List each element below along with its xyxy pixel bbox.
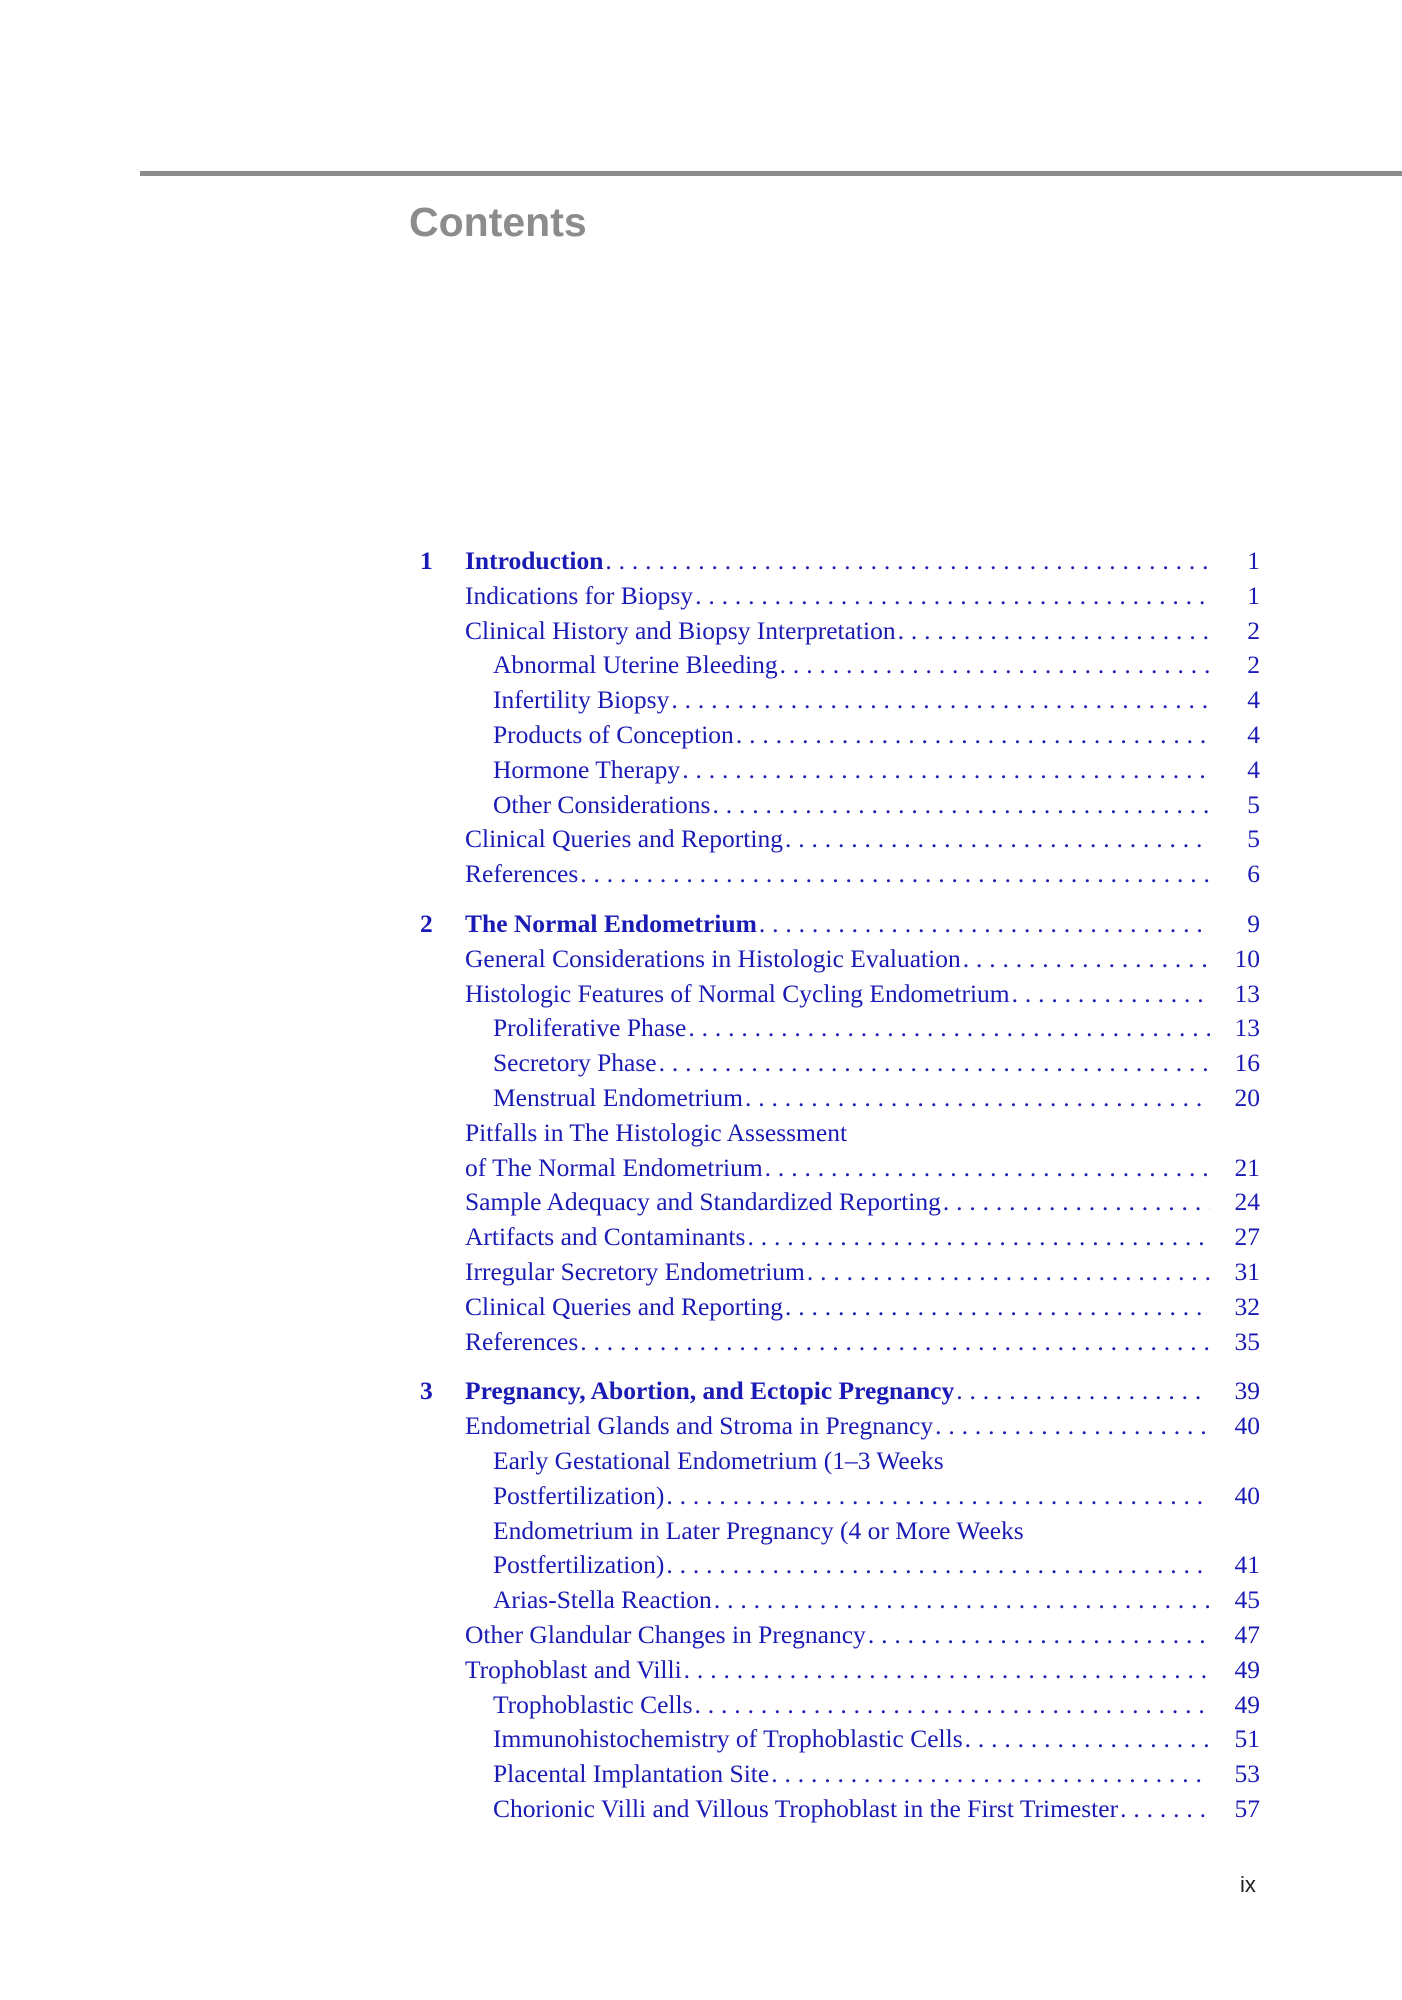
toc-entry-label: Postfertilization) <box>493 1550 665 1580</box>
dot-leader <box>682 753 1210 788</box>
toc-entry-label: Arias-Stella Reaction <box>493 1585 712 1615</box>
toc-page-number: 5 <box>1247 789 1260 819</box>
toc-page-number: 9 <box>1247 908 1260 938</box>
dot-leader <box>785 1290 1210 1325</box>
toc-entry-label: Clinical History and Biopsy Interpretation <box>465 615 896 645</box>
toc-entry-label: Clinical Queries and Reporting <box>465 824 783 854</box>
toc-section-entry[interactable] <box>420 942 1260 977</box>
toc-subsection-entry[interactable] <box>420 1046 1260 1081</box>
dot-leader <box>1012 977 1210 1012</box>
toc-page-number: 4 <box>1247 685 1260 715</box>
toc-page-number: 16 <box>1234 1048 1260 1078</box>
toc-entry-label: Chorionic Villi and Villous Trophoblast in the First Trimester <box>493 1793 1119 1823</box>
toc-subsection-entry[interactable] <box>420 1444 1260 1479</box>
toc-entry-label: Clinical Queries and Reporting <box>465 1291 783 1321</box>
toc-section-entry[interactable] <box>420 857 1260 892</box>
toc-subsection-entry[interactable] <box>420 1548 1260 1583</box>
toc-page-number: 2 <box>1247 650 1260 680</box>
toc-subsection-entry[interactable] <box>420 1514 1260 1549</box>
toc-subsection-entry[interactable] <box>420 1081 1260 1116</box>
toc-page-number: 21 <box>1234 1152 1260 1182</box>
toc-page-number: 13 <box>1234 1013 1260 1043</box>
dot-leader <box>780 648 1210 683</box>
toc-page-number: 5 <box>1247 824 1260 854</box>
dot-leader <box>605 544 1210 579</box>
toc-entry-label: Infertility Biopsy <box>493 685 670 715</box>
toc-section-entry[interactable] <box>420 1116 1260 1151</box>
toc-section-entry[interactable] <box>420 977 1260 1012</box>
dot-leader <box>935 1409 1210 1444</box>
page-title: Contents <box>409 199 587 245</box>
toc-subsection-entry[interactable] <box>420 683 1260 718</box>
toc-entry-label: Trophoblast and Villi <box>465 1654 682 1684</box>
toc-page-number: 39 <box>1234 1376 1260 1406</box>
toc-subsection-entry[interactable] <box>420 1757 1260 1792</box>
toc-subsection-entry[interactable] <box>420 1722 1260 1757</box>
toc-subsection-entry[interactable] <box>420 788 1260 823</box>
toc-entry-label: Histologic Features of Normal Cycling Endometrium <box>465 978 1010 1008</box>
dot-leader <box>695 579 1210 614</box>
toc-page-number: 45 <box>1234 1585 1260 1615</box>
toc-page-number: 47 <box>1234 1619 1260 1649</box>
toc-entry-label: Secretory Phase <box>493 1048 657 1078</box>
toc-entry-label: of The Normal Endometrium <box>465 1152 763 1182</box>
toc-entry-label: Irregular Secretory Endometrium <box>465 1256 805 1286</box>
toc-page-number: 31 <box>1234 1256 1260 1286</box>
toc-section-entry[interactable] <box>420 1325 1260 1360</box>
chapter-number: 3 <box>420 1376 433 1406</box>
toc-page-number: 27 <box>1234 1222 1260 1252</box>
dot-leader <box>684 1653 1210 1688</box>
dot-leader <box>580 857 1210 892</box>
toc-entry-label: Placental Implantation Site <box>493 1759 770 1789</box>
dot-leader <box>965 1722 1210 1757</box>
toc-entry-label: General Considerations in Histologic Evaluation <box>465 943 961 973</box>
toc-chapter-title[interactable] <box>420 1374 1260 1409</box>
dot-leader <box>759 907 1210 942</box>
toc-section-entry[interactable] <box>420 579 1260 614</box>
toc-entry-label: Sample Adequacy and Standardized Reporting <box>465 1187 941 1217</box>
toc-entry-label: Hormone Therapy <box>493 754 681 784</box>
toc-page-number: 10 <box>1234 943 1260 973</box>
toc-entry-label: Trophoblastic Cells <box>493 1689 693 1719</box>
toc-page-number: 57 <box>1234 1793 1260 1823</box>
toc-entry-label: Endometrial Glands and Stroma in Pregnancy <box>465 1411 934 1441</box>
dot-leader <box>943 1185 1210 1220</box>
toc-entry-label: The Normal Endometrium <box>465 908 757 938</box>
toc-entry-label: Early Gestational Endometrium (1–3 Weeks <box>493 1445 944 1475</box>
chapter-number: 1 <box>420 546 433 575</box>
dot-leader <box>771 1757 1210 1792</box>
toc-entry-label: Proliferative Phase <box>493 1013 687 1043</box>
top-rule <box>140 171 1402 176</box>
toc-page-number: 4 <box>1247 719 1260 749</box>
dot-leader <box>714 1583 1210 1618</box>
toc-page-number: 35 <box>1234 1326 1260 1356</box>
toc-subsection-entry[interactable] <box>420 1688 1260 1723</box>
toc-entry-label: Artifacts and Contaminants <box>465 1222 746 1252</box>
dot-leader <box>695 1688 1210 1723</box>
dot-leader <box>659 1046 1210 1081</box>
toc-page-number: 40 <box>1234 1480 1260 1510</box>
dot-leader <box>807 1255 1210 1290</box>
toc-page-number: 32 <box>1234 1291 1260 1321</box>
toc-entry-label: Products of Conception <box>493 719 734 749</box>
toc-section-entry[interactable] <box>420 1290 1260 1325</box>
toc-page-number: 4 <box>1247 754 1260 784</box>
chapter-number: 2 <box>420 908 433 938</box>
toc-page-number: 24 <box>1234 1187 1260 1217</box>
dot-leader <box>688 1011 1210 1046</box>
toc-section-entry[interactable] <box>420 1220 1260 1255</box>
toc-subsection-entry[interactable] <box>420 753 1260 788</box>
toc-subsection-entry[interactable] <box>420 648 1260 683</box>
toc-entry-label: References <box>465 859 579 889</box>
toc-subsection-entry[interactable] <box>420 1583 1260 1618</box>
toc-page-number: 40 <box>1234 1411 1260 1441</box>
toc-section-entry[interactable] <box>420 1151 1260 1186</box>
dot-leader <box>671 683 1210 718</box>
toc-subsection-entry[interactable] <box>420 718 1260 753</box>
toc-chapter-title[interactable] <box>420 907 1260 942</box>
toc-chapter-title[interactable] <box>420 544 1260 579</box>
toc-entry-label: Abnormal Uterine Bleeding <box>493 650 778 680</box>
dot-leader <box>868 1618 1210 1653</box>
toc-entry-label: References <box>465 1326 579 1356</box>
toc-subsection-entry[interactable] <box>420 1479 1260 1514</box>
toc-entry-label: Other Glandular Changes in Pregnancy <box>465 1619 866 1649</box>
dot-leader <box>712 788 1210 823</box>
toc-entry-label: Indications for Biopsy <box>465 580 694 610</box>
toc-chapter <box>420 1374 1260 1826</box>
toc-section-entry[interactable] <box>420 614 1260 649</box>
dot-leader <box>666 1479 1210 1514</box>
toc-entry-label: Other Considerations <box>493 789 711 819</box>
dot-leader <box>956 1374 1210 1409</box>
toc-page-number: 49 <box>1234 1654 1260 1684</box>
toc-entry-label: Pitfalls in The Histologic Assessment <box>465 1117 848 1147</box>
toc-section-entry[interactable] <box>420 1618 1260 1653</box>
toc-subsection-entry[interactable] <box>420 1792 1260 1827</box>
toc-page-number: 49 <box>1234 1689 1260 1719</box>
dot-leader <box>898 614 1210 649</box>
toc-page-number: 1 <box>1247 546 1260 575</box>
toc-section-entry[interactable] <box>420 1185 1260 1220</box>
toc-section-entry[interactable] <box>420 1255 1260 1290</box>
toc-entry-label: Endometrium in Later Pregnancy (4 or More Weeks <box>493 1515 1024 1545</box>
toc-entry-label: Postfertilization) <box>493 1480 665 1510</box>
toc-entry-label: Pregnancy, Abortion, and Ectopic Pregnancy <box>465 1376 955 1406</box>
toc-page-number: 53 <box>1234 1759 1260 1789</box>
dot-leader <box>745 1081 1210 1116</box>
toc-page-number: 51 <box>1234 1724 1260 1754</box>
toc-page-number: 6 <box>1247 859 1260 889</box>
toc-subsection-entry[interactable] <box>420 1011 1260 1046</box>
toc-entry-label: Immunohistochemistry of Trophoblastic Cells <box>493 1724 963 1754</box>
dot-leader <box>666 1548 1210 1583</box>
toc-page-number: 13 <box>1234 978 1260 1008</box>
dot-leader <box>747 1220 1210 1255</box>
dot-leader <box>963 942 1210 977</box>
dot-leader <box>1120 1792 1210 1827</box>
dot-leader <box>580 1325 1210 1360</box>
dot-leader <box>765 1151 1210 1186</box>
toc-entry-label: Menstrual Endometrium <box>493 1082 743 1112</box>
toc-page-number: 20 <box>1234 1082 1260 1112</box>
toc-section-entry[interactable] <box>420 1653 1260 1688</box>
dot-leader <box>785 822 1210 857</box>
toc-section-entry[interactable] <box>420 1409 1260 1444</box>
toc-page-number: 2 <box>1247 615 1260 645</box>
page-number: ix <box>1240 1872 1256 1897</box>
toc-chapter <box>420 544 1260 892</box>
toc-page-number: 41 <box>1234 1550 1260 1580</box>
table-of-contents <box>420 544 1260 1842</box>
toc-section-entry[interactable] <box>420 822 1260 857</box>
toc-chapter <box>420 907 1260 1359</box>
dot-leader <box>736 718 1210 753</box>
toc-page-number: 1 <box>1247 580 1260 610</box>
toc-entry-label: Introduction <box>465 546 604 575</box>
